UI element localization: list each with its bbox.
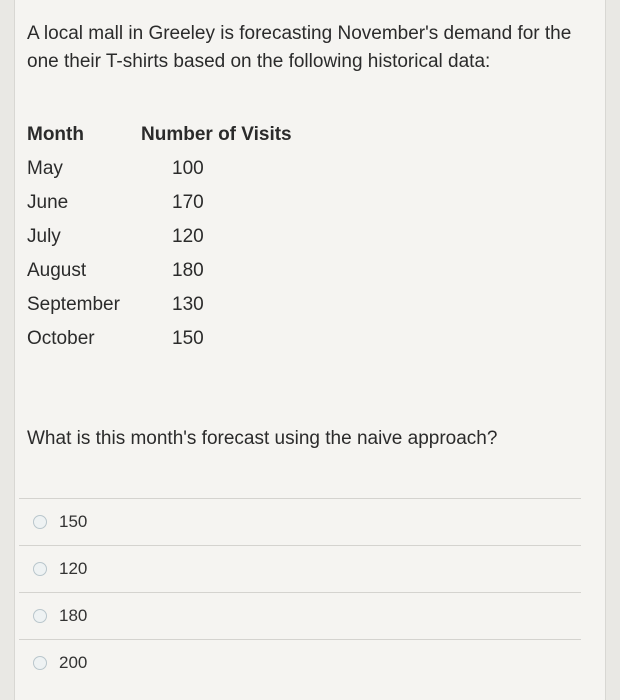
answer-option[interactable] — [19, 498, 581, 545]
visits-cell: 170 — [172, 192, 204, 213]
option-label: 200 — [59, 653, 88, 672]
question-card — [14, 0, 606, 700]
month-cell: September — [27, 294, 120, 315]
visits-cell: 150 — [172, 328, 204, 349]
answer-option[interactable] — [19, 592, 581, 639]
table-row — [27, 288, 322, 322]
column-header-month: Month — [27, 124, 84, 145]
month-cell: October — [27, 328, 95, 349]
answer-option[interactable] — [19, 545, 581, 592]
column-header-visits: Number of Visits — [141, 124, 292, 145]
table-row — [27, 322, 322, 356]
month-cell: May — [27, 158, 63, 179]
radio-button[interactable] — [33, 562, 47, 576]
option-label: 180 — [59, 606, 88, 625]
answer-option[interactable] — [19, 639, 581, 686]
option-label: 120 — [59, 559, 88, 578]
table-row — [27, 186, 322, 220]
visits-cell: 100 — [172, 158, 204, 179]
visits-cell: 180 — [172, 260, 204, 281]
table-header-row — [27, 118, 322, 152]
radio-button[interactable] — [33, 656, 47, 670]
table-row — [27, 152, 322, 186]
question-text: A local mall in Greeley is forecasting November's demand for the one their T-shirts based on the following historical data: — [27, 23, 572, 72]
historical-data-table — [27, 118, 322, 356]
prompt-text: What is this month's forecast using the naive approach? — [27, 428, 498, 449]
month-cell: July — [27, 226, 61, 247]
radio-button[interactable] — [33, 609, 47, 623]
visits-cell: 130 — [172, 294, 204, 315]
option-label: 150 — [59, 512, 88, 531]
visits-cell: 120 — [172, 226, 204, 247]
month-cell: August — [27, 260, 87, 281]
radio-button[interactable] — [33, 515, 47, 529]
month-cell: June — [27, 192, 69, 213]
table-row — [27, 220, 322, 254]
answer-options — [15, 498, 607, 686]
table-row — [27, 254, 322, 288]
